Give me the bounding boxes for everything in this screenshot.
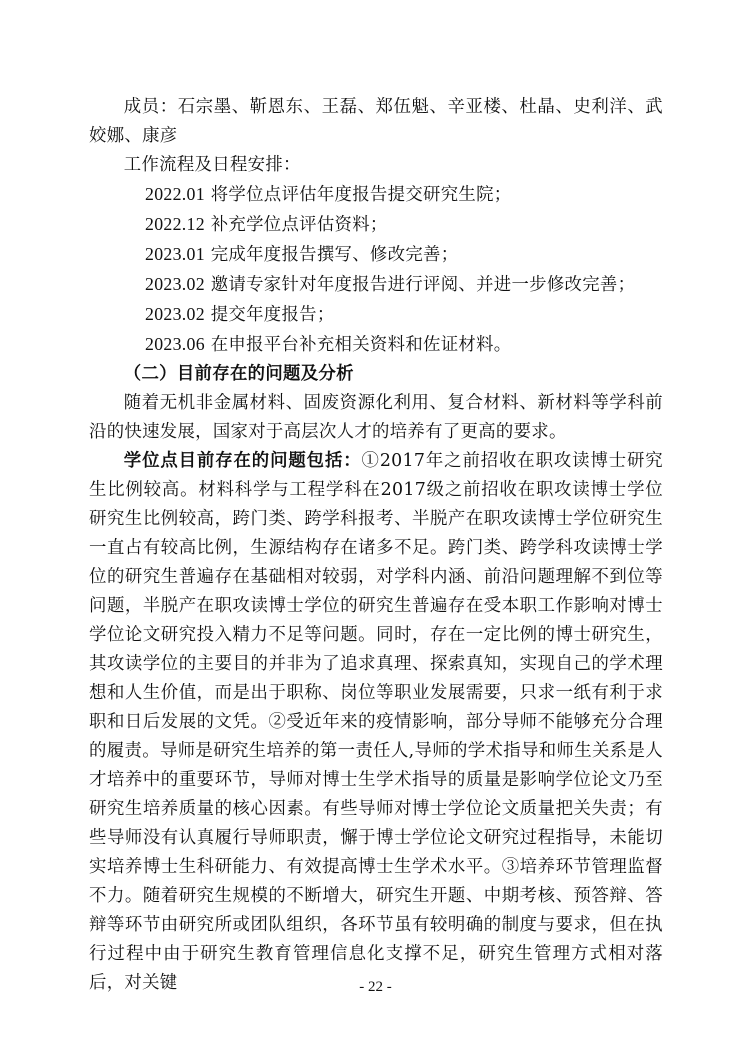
problems-body: ①2017年之前招收在职攻读博士研究生比例较高。材料科学与工程学科在2017级之前招收在职攻读博士学位研究生比例较高，跨门类、跨学科报考、半脱产在职攻读博士学位研究生一直占有较高比例，生源结构存在诸多不足。跨门类、跨学科攻读博士学位的研究生普遍存在基础相对较弱，对学科内涵、前沿问题理解不到位等问题，半脱产在职攻读博士学位的研究生普遍存在受本职工作影响对博士学位论文研究投入精力不足等问题。同时，存在一定比例的博士研究生，其攻读学位的主要目的并非为了追求真理、探索真知，实现自己的学术理想和人生价值，而是出于职称、岗位等职业发展需要，只求一纸有利于求职和日后发展的文凭。②受近年来的疫情影响，部分导师不能够充分合理的履责。导师是研究生培养的第一责任人,导师的学术指导和师生关系是人才培养中的重要环节，导师对博士生学术指导的质量是影响学位论文乃至研究生培养质量的核心因素。有些导师对博士学位论文质量把关失责；有些导师没有认真履行导师职责，懈于博士学位论文研究过程指导，未能切实培养博士生科研能力、有效提高博士生学术水平。③培养环节管理监督不力。随着研究生规模的不断增大，研究生开题、中期考核、预答辩、答辩等环节由研究所或团队组织，各环节虽有较明确的制度与要求，但在执行过程中由于研究生教育管理信息化支撑不足，研究生管理方式相对落后，对关键 <box>89 451 663 993</box>
problems-paragraph <box>89 447 663 998</box>
problems-lead: 学位点目前存在的问题包括： <box>123 451 362 471</box>
schedule-date: 2023.02 <box>145 274 205 294</box>
schedule-item <box>145 180 663 210</box>
schedule-item <box>145 240 663 270</box>
schedule-date: 2022.01 <box>145 184 205 204</box>
schedule-text: 在申报平台补充相关资料和佐证材料。 <box>210 335 512 355</box>
section-heading: （二）目前存在的问题及分析 <box>123 364 354 384</box>
schedule-item <box>145 300 663 330</box>
schedule-text: 邀请专家针对年度报告进行评阅、并进一步修改完善； <box>210 275 636 295</box>
schedule-text: 将学位点评估年度报告提交研究生院； <box>210 185 512 205</box>
schedule-date: 2023.06 <box>145 334 205 354</box>
schedule-text: 提交年度报告； <box>210 305 335 325</box>
schedule-item <box>145 210 663 240</box>
intro-paragraph: 随着无机非金属材料、固废资源化利用、复合材料、新材料等学科前沿的快速发展，国家对于高层次人才的培养有了更高的要求。 <box>89 393 663 442</box>
page-body <box>89 93 663 998</box>
schedule-item <box>145 330 663 360</box>
schedule-text: 补充学位点评估资料； <box>210 215 388 235</box>
workflow-label: 工作流程及日程安排： <box>123 155 301 175</box>
schedule-list <box>89 180 663 360</box>
schedule-date: 2023.02 <box>145 304 205 324</box>
schedule-item <box>145 270 663 300</box>
schedule-date: 2023.01 <box>145 244 205 264</box>
members-paragraph: 成员：石宗墨、靳恩东、王磊、郑伍魁、辛亚楼、杜晶、史利洋、武姣娜、康彦 <box>89 97 663 146</box>
schedule-text: 完成年度报告撰写、修改完善； <box>210 245 459 265</box>
schedule-date: 2022.12 <box>145 214 205 234</box>
page-number: - 22 - <box>359 979 392 995</box>
